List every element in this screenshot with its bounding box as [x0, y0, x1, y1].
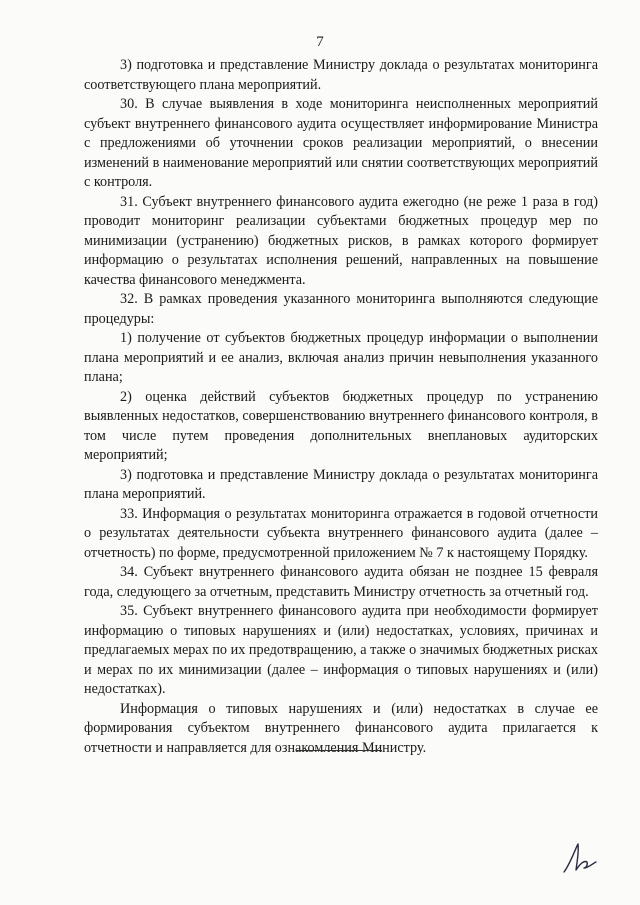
paragraph-32: 32. В рамках проведения указанного мониторинга выполняются следующие процедуры:: [84, 291, 598, 327]
procedure-item-1: 1) получение от субъектов бюджетных процедур информации о выполнении плана мероприятий и ее анализ, включая анализ причин невыполнения указанного плана;: [84, 330, 598, 385]
paragraph-31: 31. Субъект внутреннего финансового аудита ежегодно (не реже 1 раза в год) проводит мониторинг реализации субъектами бюджетных процедур мер по минимизации (устранению) бюджетных рисков, в рамках которого формирует информацию о результатах исполнения решений, направленных на повышение качества финансового менеджмента.: [84, 193, 598, 288]
paragraph-33: 33. Информация о результатах мониторинга отражается в годовой отчетности о результатах деятельности субъекта внутреннего финансового аудита (далее – отчетность) по форме, предусмотренной приложением № 7 к настоящему Порядку.: [84, 505, 598, 561]
signature-mark-icon: [560, 838, 600, 878]
procedure-item-3: 3) подготовка и представление Министру доклада о результатах мониторинга плана мероприятий.: [84, 466, 598, 502]
paragraph-typical-violations-info: Информация о типовых нарушениях и (или) недостатках в случае ее формирования субъектом внутреннего финансового аудита прилагается к отчетности и направляется для ознакомления Министру.: [84, 700, 598, 756]
page-number: 7: [316, 34, 324, 50]
paragraph-item-3-report: 3) подготовка и представление Министру доклада о результатах мониторинга соответствующего плана мероприятий.: [84, 57, 598, 93]
procedure-item-2: 2) оценка действий субъектов бюджетных процедур по устранению выявленных недостатков, совершенствованию внутреннего финансового контроля, в том числе путем проведения дополнительных внеплановых аудиторских мероприятий;: [84, 388, 598, 463]
paragraph-35: 35. Субъект внутреннего финансового аудита при необходимости формирует информацию о типовых нарушениях и (или) недостатках, условиях, причинах и предлагаемых мерах по их предотвращению, а также о значимых бюджетных рисках и мерах по их минимизации (далее – информация о типовых нарушениях и (или) недостатках).: [84, 603, 598, 697]
document-body: [84, 56, 598, 758]
paragraph-30: 30. В случае выявления в ходе мониторинга неисполненных мероприятий субъект внутреннего финансового аудита осуществляет информирование Министра с предложениями об уточнении сроков реализации мероприятий, о внесении изменений в наименование мероприятий или снятии соответствующих мероприятий с контроля.: [84, 96, 598, 190]
end-separator-line: [296, 750, 382, 751]
paragraph-34: 34. Субъект внутреннего финансового аудита обязан не позднее 15 февраля года, следующего за отчетным, представить Министру отчетность за отчетный год.: [84, 564, 598, 600]
